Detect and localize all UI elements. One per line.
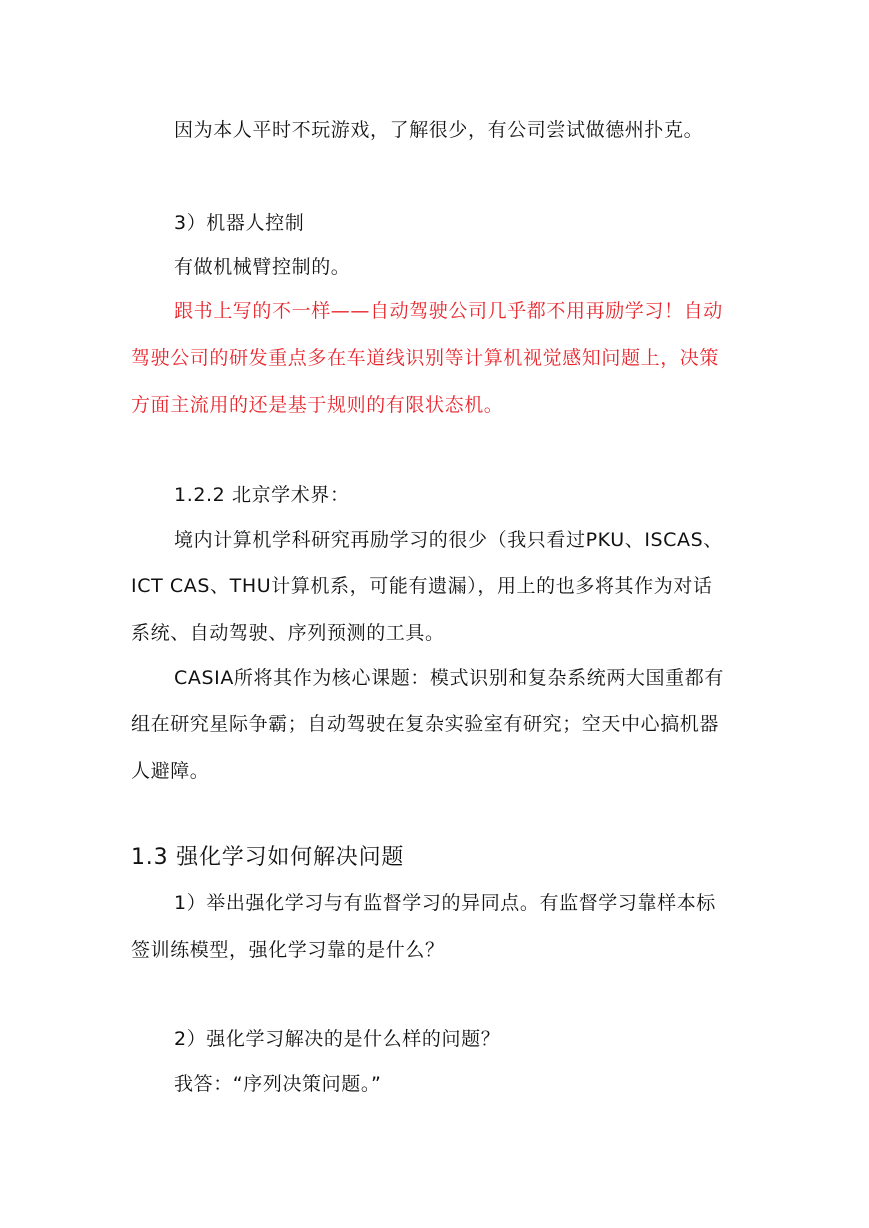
question-1-line-2: 签训练模型，强化学习靠的是什么？ [131, 939, 445, 961]
red-note-line-3: 方面主流用的还是基于规则的有限状态机。 [131, 394, 504, 416]
answer-2: 我答：“序列决策问题。” [174, 1073, 382, 1095]
section-title-1-2-2: 1.2.2 北京学术界： [174, 484, 350, 506]
question-2: 2）强化学习解决的是什么样的问题？ [174, 1028, 501, 1050]
casia-line-3: 人避障。 [131, 760, 210, 782]
section-heading-1-3: 1.3 强化学习如何解决问题 [131, 845, 405, 870]
casia-line-1: CASIA所将其作为核心课题：模式识别和复杂系统两大国重都有 [174, 667, 724, 689]
red-note-line-1: 跟书上写的不一样——自动驾驶公司几乎都不用再励学习！自动 [174, 300, 723, 322]
domestic-research-line-3: 系统、自动驾驶、序列预测的工具。 [131, 622, 445, 644]
section-title-robot-control: 3）机器人控制 [174, 212, 305, 234]
paragraph-games: 因为本人平时不玩游戏，了解很少，有公司尝试做德州扑克。 [174, 119, 704, 141]
question-1-line-1: 1）举出强化学习与有监督学习的异同点。有监督学习靠样本标 [174, 892, 716, 914]
domestic-research-line-2: ICT CAS、THU计算机系，可能有遗漏），用上的也多将其作为对话 [131, 575, 713, 597]
red-note-line-2: 驾驶公司的研发重点多在车道线识别等计算机视觉感知问题上，决策 [131, 347, 720, 369]
domestic-research-line-1: 境内计算机学科研究再励学习的很少（我只看过PKU、ISCAS、 [174, 529, 723, 551]
paragraph-robot-arm: 有做机械臂控制的。 [174, 256, 351, 278]
casia-line-2: 组在研究星际争霸；自动驾驶在复杂实验室有研究；空天中心搞机器 [131, 713, 720, 735]
